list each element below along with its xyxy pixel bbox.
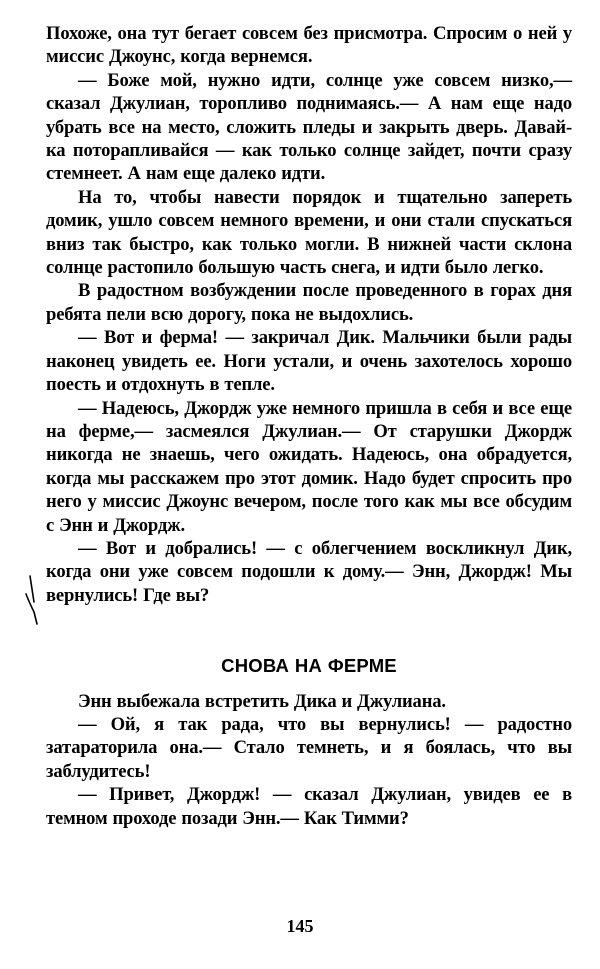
page-number: 145 bbox=[286, 916, 314, 936]
paragraph-5: — Вот и ферма! — закричал Дик. Мальчики были рады наконец увидеть ее. Ноги устали, и очень захотелось хорошо поесть и отдохнуть в тепле. bbox=[46, 327, 572, 396]
page-body bbox=[46, 22, 572, 830]
paragraph-7: — Вот и добрались! — с облегчением воскликнул Дик, когда они уже совсем подошли к дому.— Энн, Джордж! Мы вернулись! Где вы? bbox=[46, 537, 572, 606]
paragraph-3: На то, чтобы навести порядок и тщательно запереть домик, ушло совсем немного времени, и они стали спускаться вниз так быстро, как только могли. В нижней части склона солнце растопило большую часть снега, и идти было легко. bbox=[46, 186, 572, 279]
paragraph-6: — Надеюсь, Джордж уже немного пришла в себя и все еще на ферме,— засмеялся Джулиан.— От старушки Джордж никогда не знаешь, чего ожидать. Надеюсь, она обрадуется, когда мы расскажем про этот домик. Надо будет спросить про него у миссис Джоунс вечером, после того как мы все обсудим с Энн и Джордж. bbox=[46, 397, 572, 536]
paragraph-8: Энн выбежала встретить Дика и Джулиана. bbox=[78, 690, 446, 712]
margin-pencil-mark bbox=[24, 572, 50, 632]
paragraph-9: — Ой, я так рада, что вы вернулись! — радостно затараторила она.— Стало темнеть, и я боялась, что вы заблудитесь! bbox=[46, 713, 572, 782]
paragraph-10: — Привет, Джордж! — сказал Джулиан, увидев ее в темном проходе позади Энн.— Как Тимми? bbox=[46, 784, 572, 829]
chapter-heading: СНОВА НА ФЕРМЕ bbox=[221, 655, 397, 677]
paragraph-1: Похоже, она тут бегает совсем без присмотра. Спросим о ней у миссис Джоунс, когда вернемся. bbox=[46, 23, 572, 68]
paragraph-4: В радостном возбуждении после проведенного в горах дня ребята пели всю дорогу, пока не выдохлись. bbox=[46, 280, 572, 325]
paragraph-2: — Боже мой, нужно идти, солнце уже совсем низко,— сказал Джулиан, торопливо поднимаясь.— А нам еще надо убрать все на место, сложить пледы и закрыть дверь. Давай-ка поторапливайся — как только солнце зайдет, почти сразу стемнеет. А нам еще далеко идти. bbox=[46, 69, 572, 185]
